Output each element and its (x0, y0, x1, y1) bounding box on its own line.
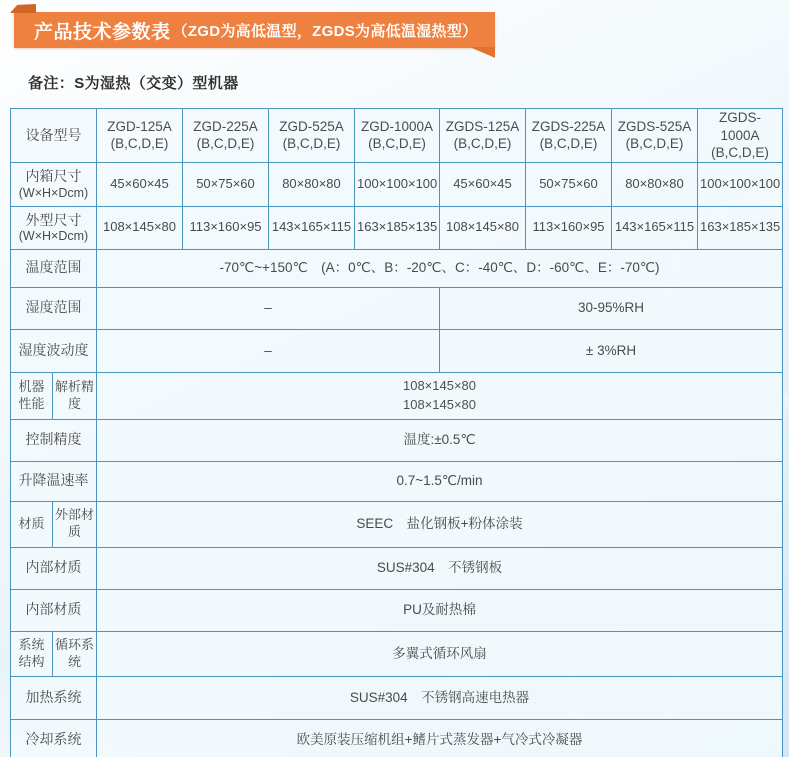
row-sub-label: 外部材质 (53, 501, 97, 547)
cell-value: 多翼式循环风扇 (97, 631, 783, 676)
page-subtitle: （ZGD为高低温型，ZGDS为高低温湿热型） (172, 22, 478, 40)
cell-value: 45×60×45 (97, 162, 183, 206)
row-label: 加热系统 (11, 676, 97, 719)
cell-value: 0.7~1.5℃/min (97, 461, 783, 501)
cell-value: 30-95%RH (440, 287, 783, 329)
cell-value: 143×165×115 (269, 206, 355, 249)
row-label: 温度范围 (11, 249, 97, 287)
row-sub-label: 循环系统 (53, 631, 97, 676)
cell-value: 100×100×100 (698, 162, 783, 206)
row-outer-size (11, 206, 783, 249)
cell-value: 108×145×80 108×145×80 (97, 372, 783, 419)
row-label: 湿度波动度 (11, 329, 97, 372)
row-control-accuracy (11, 419, 783, 461)
cell-value: 80×80×80 (269, 162, 355, 206)
row-machine-performance (11, 372, 783, 419)
cell-value: 163×185×135 (698, 206, 783, 249)
model-header: ZGD-225A (B,C,D,E) (183, 109, 269, 163)
cell-value: – (97, 287, 440, 329)
cell-value: 温度:±0.5℃ (97, 419, 783, 461)
title-ribbon (14, 12, 495, 48)
cell-value: 50×75×60 (183, 162, 269, 206)
row-system-structure (11, 631, 783, 676)
cell-value: 45×60×45 (440, 162, 526, 206)
cell-value: 100×100×100 (355, 162, 440, 206)
model-header: ZGDS-225A (B,C,D,E) (526, 109, 612, 163)
model-header: ZGD-525A (B,C,D,E) (269, 109, 355, 163)
row-cooling-system (11, 719, 783, 757)
model-header: ZGDS-125A (B,C,D,E) (440, 109, 526, 163)
row-label: 冷却系统 (11, 719, 97, 757)
model-header: ZGD-125A (B,C,D,E) (97, 109, 183, 163)
spec-table (10, 108, 783, 757)
row-label: 内箱尺寸 (W×H×Dcm) (11, 162, 97, 206)
row-label: 设备型号 (11, 109, 97, 163)
cell-value: 欧美原装压缩机组+鳍片式蒸发器+气冷式冷凝器 (97, 719, 783, 757)
row-group-label: 机器性能 (11, 372, 53, 419)
cell-value: 108×145×80 (97, 206, 183, 249)
cell-value: ± 3%RH (440, 329, 783, 372)
row-inner-size (11, 162, 783, 206)
row-label: 控制精度 (11, 419, 97, 461)
cell-value: PU及耐热棉 (97, 589, 783, 631)
row-label: 内部材质 (11, 589, 97, 631)
cell-value: 50×75×60 (526, 162, 612, 206)
cell-value: 113×160×95 (183, 206, 269, 249)
cell-value: 80×80×80 (612, 162, 698, 206)
row-group-label: 材质 (11, 501, 53, 547)
model-header: ZGDS-525A (B,C,D,E) (612, 109, 698, 163)
row-material-external (11, 501, 783, 547)
row-temp-range (11, 249, 783, 287)
cell-value: 113×160×95 (526, 206, 612, 249)
cell-value: SEEC 盐化钢板+粉体涂装 (97, 501, 783, 547)
row-label: 湿度范围 (11, 287, 97, 329)
cell-value: – (97, 329, 440, 372)
page-title: 产品技术参数表 (34, 21, 171, 43)
row-humidity-range (11, 287, 783, 329)
row-label: 内部材质 (11, 547, 97, 589)
row-insulation-material (11, 589, 783, 631)
cell-value: -70℃~+150℃ (A：0℃、B：-20℃、C：-40℃、D：-60℃、E：-70℃) (97, 249, 783, 287)
row-label: 升降温速率 (11, 461, 97, 501)
remark-note: 备注：S为湿热（交变）型机器 (28, 75, 239, 92)
row-label: 外型尺寸 (W×H×Dcm) (11, 206, 97, 249)
cell-value: SUS#304 不锈钢高速电热器 (97, 676, 783, 719)
model-header: ZGD-1000A (B,C,D,E) (355, 109, 440, 163)
row-device-model (11, 109, 783, 163)
row-humidity-fluctuation (11, 329, 783, 372)
cell-value: 163×185×135 (355, 206, 440, 249)
row-group-label: 系统结构 (11, 631, 53, 676)
row-ramp-rate (11, 461, 783, 501)
row-heating-system (11, 676, 783, 719)
cell-value: SUS#304 不锈钢板 (97, 547, 783, 589)
row-inner-material (11, 547, 783, 589)
model-header: ZGDS-1000A (B,C,D,E) (698, 109, 783, 163)
cell-value: 108×145×80 (440, 206, 526, 249)
row-sub-label: 解析精度 (53, 372, 97, 419)
cell-value: 143×165×115 (612, 206, 698, 249)
